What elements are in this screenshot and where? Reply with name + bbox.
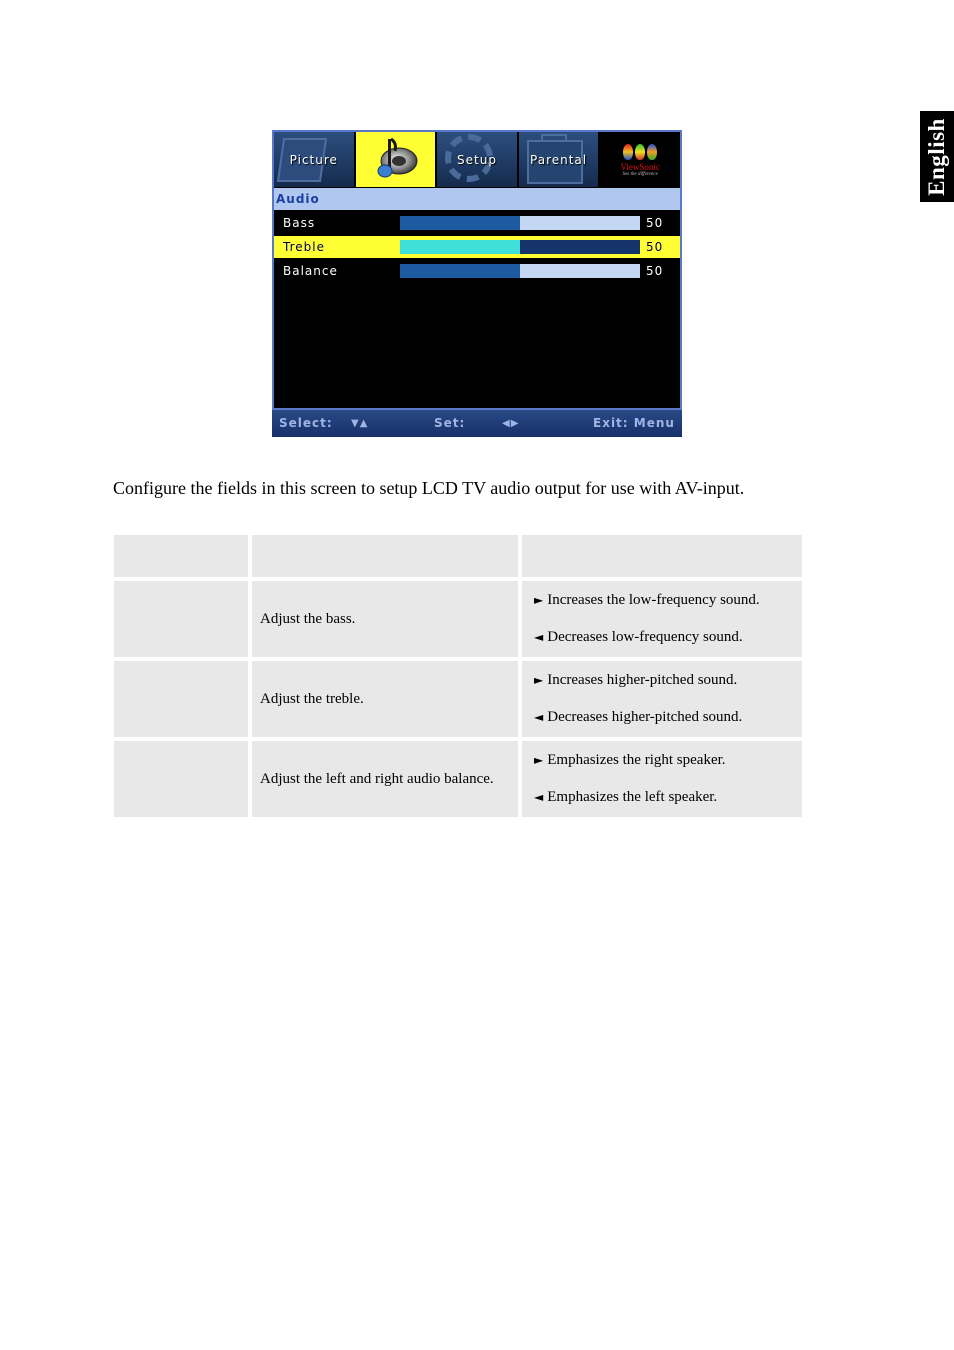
tab-parental-label: Parental — [530, 152, 588, 167]
option-text: Emphasizes the right speaker. — [547, 752, 726, 768]
treble-slider[interactable] — [400, 240, 640, 254]
tab-setup-label: Setup — [457, 152, 497, 167]
up-down-arrows-icon: ▼▲ — [351, 418, 369, 429]
bass-value: 50 — [646, 216, 664, 230]
language-label: English — [924, 117, 949, 196]
bass-label: Bass — [283, 216, 316, 230]
tab-picture-label: Picture — [289, 152, 338, 167]
bass-slider-fill — [400, 216, 520, 230]
tab-picture[interactable] — [274, 132, 354, 187]
speaker-note-icon — [365, 135, 425, 185]
right-arrow-icon: ► — [534, 753, 544, 767]
tab-parental[interactable] — [519, 132, 599, 187]
osd-audio-menu — [272, 130, 682, 437]
logo-brand: ViewSonic — [620, 162, 660, 172]
treble-value: 50 — [646, 240, 664, 254]
treble-slider-fill — [400, 240, 520, 254]
table-header-cell — [522, 535, 802, 577]
table-row — [114, 581, 802, 657]
table-header-cell — [252, 535, 518, 577]
exit-hint: Exit: Menu — [593, 416, 675, 430]
birds-logo-icon — [623, 144, 657, 160]
option-text: Increases higher-pitched sound. — [547, 672, 738, 688]
left-right-arrows-icon: ◀▶ — [502, 418, 520, 429]
language-tab — [920, 111, 954, 202]
table-cell-item — [114, 741, 248, 817]
logo-tagline: See the difference — [622, 172, 658, 177]
table-cell-options — [522, 741, 802, 817]
tab-setup[interactable] — [437, 132, 517, 187]
table-cell-description: Adjust the left and right audio balance. — [252, 741, 518, 817]
table-row — [114, 661, 802, 737]
set-hint: Set: — [434, 416, 466, 430]
left-arrow-icon: ◄ — [534, 630, 544, 644]
table-row — [114, 741, 802, 817]
table-header-row — [114, 535, 802, 577]
right-arrow-icon: ► — [534, 673, 544, 687]
table-cell-options — [522, 581, 802, 657]
viewsonic-logo — [600, 132, 680, 187]
balance-slider-fill — [400, 264, 520, 278]
option-text: Decreases low-frequency sound. — [547, 629, 743, 645]
table-cell-options — [522, 661, 802, 737]
osd-tab-bar — [274, 132, 680, 187]
intro-paragraph: Configure the fields in this screen to setup LCD TV audio output for use with AV-input. — [113, 478, 745, 498]
table-cell-item — [114, 581, 248, 657]
left-arrow-icon: ◄ — [534, 710, 544, 724]
right-arrow-icon: ► — [534, 593, 544, 607]
balance-row[interactable] — [274, 260, 680, 282]
section-title: Audio — [274, 188, 680, 210]
osd-status-bar — [272, 410, 682, 437]
left-arrow-icon: ◄ — [534, 790, 544, 804]
option-text: Increases the low-frequency sound. — [547, 592, 760, 608]
table-header-cell — [114, 535, 248, 577]
select-hint: Select: — [279, 416, 333, 430]
table-cell-description: Adjust the treble. — [252, 661, 518, 737]
balance-label: Balance — [283, 264, 338, 278]
treble-row[interactable] — [274, 236, 680, 258]
balance-value: 50 — [646, 264, 664, 278]
balance-slider[interactable] — [400, 264, 640, 278]
option-text: Emphasizes the left speaker. — [547, 789, 718, 805]
treble-label: Treble — [283, 240, 325, 254]
bass-slider[interactable] — [400, 216, 640, 230]
table-cell-item — [114, 661, 248, 737]
tab-audio[interactable] — [356, 132, 436, 187]
option-text: Decreases higher-pitched sound. — [547, 709, 743, 725]
audio-settings-table — [110, 531, 806, 821]
table-cell-description: Adjust the bass. — [252, 581, 518, 657]
bass-row[interactable] — [274, 212, 680, 234]
